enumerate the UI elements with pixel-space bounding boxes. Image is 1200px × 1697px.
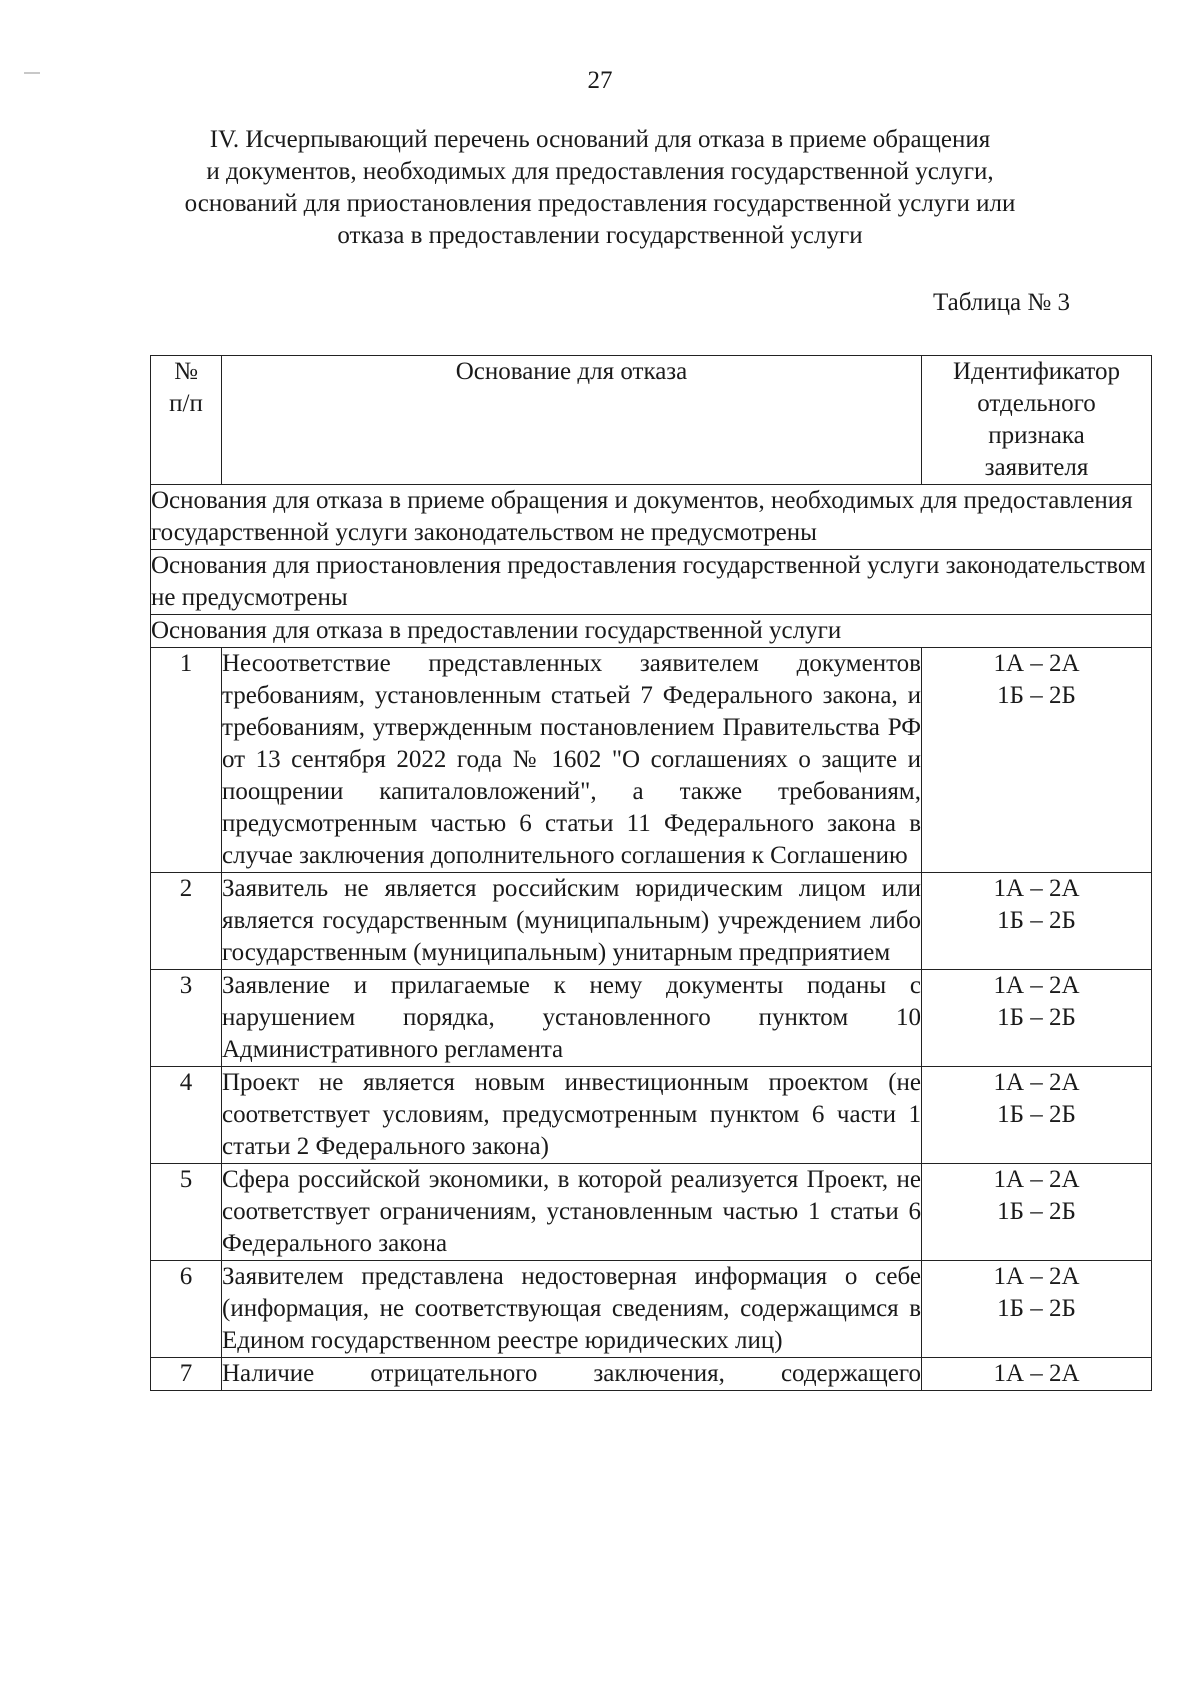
row-identifiers [922,1067,1152,1164]
section-row [151,485,1152,550]
row-reason: Заявление и прилагаемые к нему документы поданы с нарушением порядка, установленного пунктом 10 Административного регламента [222,970,922,1067]
heading-line: отказа в предоставлении государственной услуги [337,222,863,249]
table-row [151,873,1152,970]
row-reason: Наличие отрицательного заключения, содержащего [222,1358,922,1391]
row-identifiers [922,648,1152,873]
row-number: 3 [151,970,222,1067]
row-identifiers [922,970,1152,1067]
header-id-line: признака [988,422,1085,449]
table-row [151,648,1152,873]
table-header-row [151,356,1152,485]
identifier-range: 1А – 2А [993,1069,1080,1096]
header-id-line: отдельного [977,390,1096,417]
table-row [151,1067,1152,1164]
identifier-range: 1А – 2А [993,1360,1080,1387]
identifier-range: 1Б – 2Б [997,1101,1076,1128]
header-id-line: Идентификатор [953,358,1120,385]
grounds-table [150,355,1152,1391]
row-identifiers [922,1164,1152,1261]
row-number: 4 [151,1067,222,1164]
identifier-range: 1А – 2А [993,1263,1080,1290]
identifier-range: 1А – 2А [993,650,1080,677]
identifier-range: 1Б – 2Б [997,682,1076,709]
row-reason: Сфера российской экономики, в которой реализуется Проект, не соответствует ограничениям, установленным частью 1 статьи 6 Федерального закона [222,1164,922,1261]
section-title: Основания для приостановления предоставления государственной услуги законодательством не предусмотрены [151,550,1152,615]
row-identifiers [922,1261,1152,1358]
row-identifiers [922,873,1152,970]
identifier-range: 1Б – 2Б [997,1004,1076,1031]
section-heading [150,124,1050,252]
section-row [151,550,1152,615]
row-number: 6 [151,1261,222,1358]
page-number: 27 [587,67,613,94]
header-reason: Основание для отказа [222,356,922,485]
row-number: 5 [151,1164,222,1261]
identifier-range: 1А – 2А [993,1166,1080,1193]
section-row [151,615,1152,648]
table-row [151,1358,1152,1391]
header-identifier [922,356,1152,485]
heading-line: и документов, необходимых для предоставления государственной услуги, [206,158,994,185]
row-number: 7 [151,1358,222,1391]
identifier-range: 1А – 2А [993,875,1080,902]
table-row [151,1261,1152,1358]
section-title: Основания для отказа в предоставлении государственной услуги [151,615,1152,648]
table-row [151,970,1152,1067]
row-reason: Заявитель не является российским юридическим лицом или является государственным (муниципальным) учреждением либо государственным (муниципальным) унитарным предприятием [222,873,922,970]
row-reason: Несоответствие представленных заявителем документов требованиям, установленным статьей 7 Федерального закона, и требованиям, утвержденным постановлением Правительства РФ от 13 сентября 2022 года № 1602 "О соглашениях о защите и поощрении капиталовложений", а также требованиям, предусмотренным частью 6 статьи 11 Федерального закона в случае заключения дополнительного соглашения к Соглашению [222,648,922,873]
row-identifiers [922,1358,1152,1391]
identifier-range: 1А – 2А [993,972,1080,999]
table-row [151,1164,1152,1261]
identifier-range: 1Б – 2Б [997,907,1076,934]
row-number: 2 [151,873,222,970]
row-number: 1 [151,648,222,873]
table-label: Таблица № 3 [932,289,1070,316]
row-reason: Проект не является новым инвестиционным проектом (не соответствует условиям, предусмотренным пунктом 6 части 1 статьи 2 Федерального закона) [222,1067,922,1164]
header-num-line: № [174,358,198,385]
identifier-range: 1Б – 2Б [997,1198,1076,1225]
header-num [151,356,222,485]
header-id-line: заявителя [984,454,1089,481]
heading-line: IV. Исчерпывающий перечень оснований для отказа в приеме обращения [209,126,991,153]
section-title: Основания для отказа в приеме обращения и документов, необходимых для предоставления государственной услуги законодательством не предусмотрены [151,485,1152,550]
identifier-range: 1Б – 2Б [997,1295,1076,1322]
header-num-line: п/п [169,390,203,417]
row-reason: Заявителем представлена недостоверная информация о себе (информация, не соответствующая сведениям, содержащимся в Едином государственном реестре юридических лиц) [222,1261,922,1358]
heading-line: оснований для приостановления предоставления государственной услуги или [184,190,1016,217]
